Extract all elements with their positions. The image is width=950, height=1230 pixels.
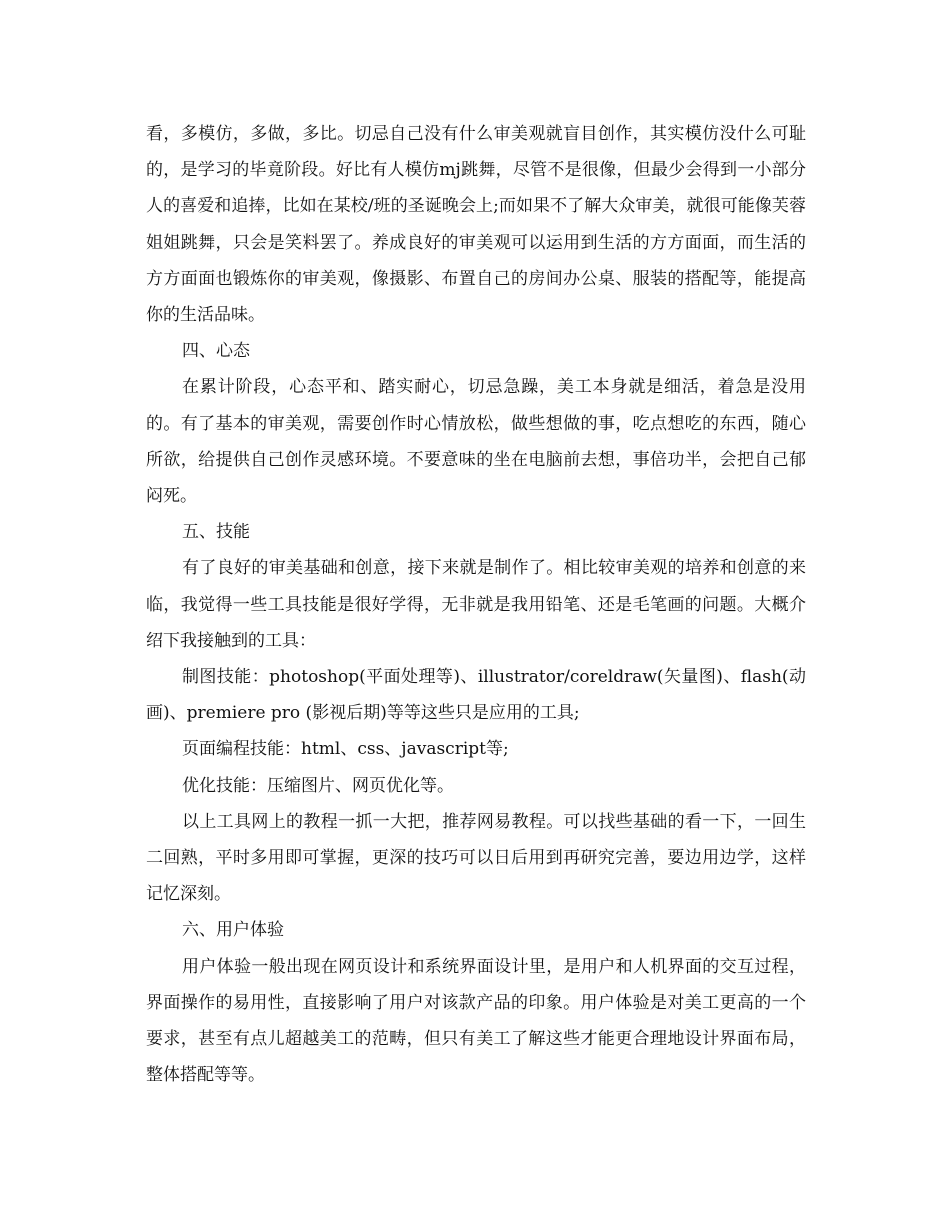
section-heading-skills: 五、技能: [182, 522, 250, 543]
paragraph-coding-skills: 页面编程技能：html、css、javascript等;: [182, 739, 509, 760]
paragraph-tutorials: 以上工具网上的教程一抓一大把，推荐网易教程。可以找些基础的看一下，一回生二回熟，平时多用即可掌握，更深的技巧可以日后用到再研究完善，要边用边学，这样记忆深刻。: [146, 811, 806, 905]
paragraph-mindset: 在累计阶段，心态平和、踏实耐心，切忌急躁，美工本身就是细活，着急是没用的。有了基本的审美观，需要创作时心情放松，做些想做的事，吃点想吃的东西，随心所欲，给提供自己创作灵感环境。不要意味的坐在电脑前去想，事倍功半，会把自己郁闷死。: [146, 377, 806, 507]
document-body: [146, 116, 806, 1093]
paragraph-user-experience: 用户体验一般出现在网页设计和系统界面设计里，是用户和人机界面的交互过程，界面操作的易用性，直接影响了用户对该款产品的印象。用户体验是对美工更高的一个要求，甚至有点儿超越美工的范畴，但只有美工了解这些才能更合理地设计界面布局，整体搭配等等。: [146, 956, 806, 1086]
paragraph-skills-intro: 有了良好的审美基础和创意，接下来就是制作了。相比较审美观的培养和创意的来临，我觉得一些工具技能是很好学得，无非就是我用铅笔、还是毛笔画的问题。大概介绍下我接触到的工具：: [146, 558, 806, 651]
paragraph-drawing-skills: 制图技能：photoshop(平面处理等)、illustrator/coreldraw(矢量图)、flash(动画)、premiere pro (影视后期)等等这些只是应用的工具;: [146, 667, 806, 724]
paragraph-aesthetics-continued: 看，多模仿，多做，多比。切忌自己没有什么审美观就盲目创作，其实模仿没什么可耻的，是学习的毕竟阶段。好比有人模仿mj跳舞，尽管不是很像，但最少会得到一小部分人的喜爱和追捧，比如在某校/班的圣诞晚会上;而如果不了解大众审美，就很可能像芙蓉姐姐跳舞，只会是笑料罢了。养成良好的审美观可以运用到生活的方方面面，而生活的方方面面也锻炼你的审美观，像摄影、布置自己的房间办公桌、服装的搭配等，能提高你的生活品味。: [146, 124, 806, 326]
section-heading-mindset: 四、心态: [182, 341, 250, 362]
section-heading-user-experience: 六、用户体验: [182, 920, 284, 941]
paragraph-optimization-skills: 优化技能：压缩图片、网页优化等。: [182, 775, 454, 796]
